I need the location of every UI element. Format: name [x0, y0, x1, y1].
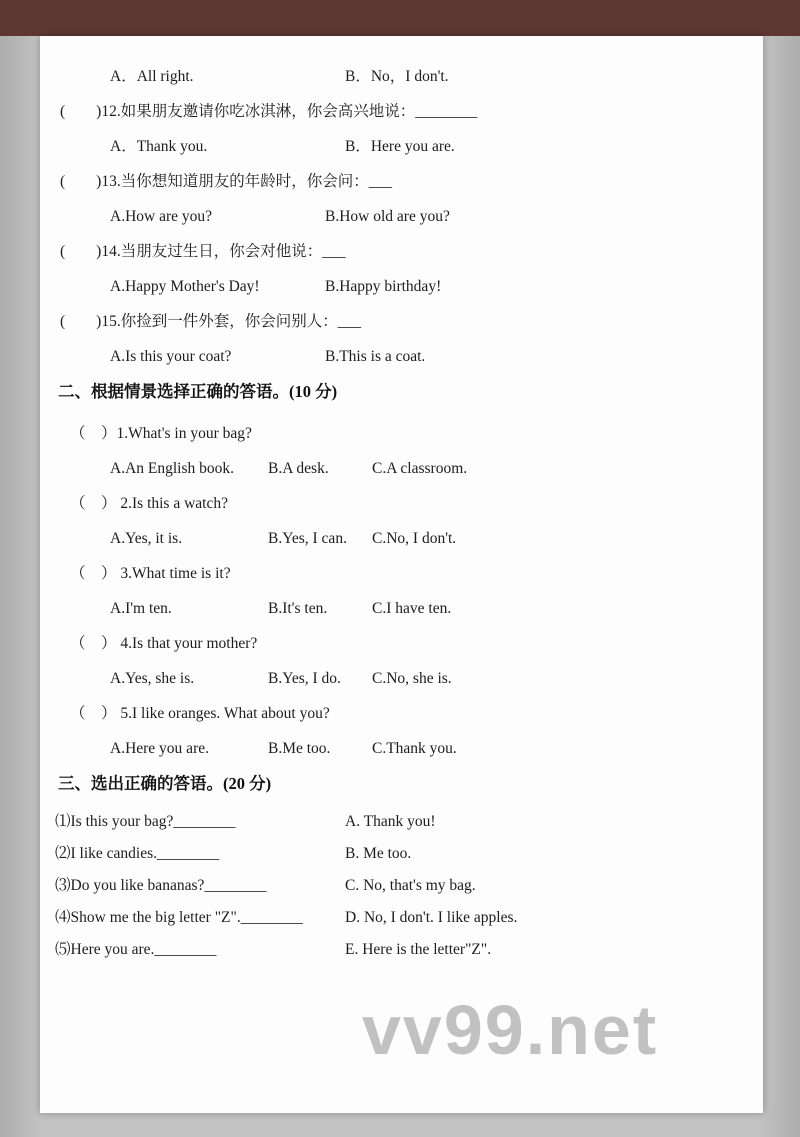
browser-top-bar — [0, 0, 800, 36]
option-b: B.This is a coat. — [325, 348, 426, 365]
matching-row-3 — [55, 875, 763, 897]
match-right: B. Me too. — [345, 845, 412, 862]
section2-question-2: （ ） 2.Is this a watch? — [70, 495, 228, 512]
question-11-options — [110, 66, 763, 88]
option-a: A.Yes, she is. — [110, 670, 195, 687]
option-b: B.Me too. — [268, 740, 331, 757]
option-b: B．Here you are. — [345, 138, 455, 155]
section2-question-1-options — [110, 458, 763, 480]
option-b: B.Yes, I can. — [268, 530, 347, 547]
option-c: C.I have ten. — [372, 600, 452, 617]
section2-question-4: （ ） 4.Is that your mother? — [70, 635, 258, 652]
option-a: A．Thank you. — [110, 138, 208, 155]
question-13-options — [110, 206, 763, 228]
option-a: A.Here you are. — [110, 740, 209, 757]
question-14-options — [110, 276, 763, 298]
match-left: ⑶Do you like bananas?________ — [55, 877, 267, 894]
option-a: A.How are you? — [110, 208, 213, 225]
matching-row-4 — [55, 907, 763, 929]
match-right: D. No, I don't. I like apples. — [345, 909, 518, 926]
question-15-options — [110, 346, 763, 368]
section2-question-2-options — [110, 528, 763, 550]
option-a: A.Is this your coat? — [110, 348, 232, 365]
option-b: B.Happy birthday! — [325, 278, 442, 295]
match-left: ⑷Show me the big letter "Z".________ — [55, 909, 303, 926]
match-right: A. Thank you! — [345, 813, 436, 830]
question-14: ( )14.当朋友过生日，你会对他说：___ — [60, 243, 346, 260]
match-right: E. Here is the letter"Z". — [345, 941, 492, 958]
option-a: A.Yes, it is. — [110, 530, 183, 547]
exam-document-page — [40, 36, 763, 1113]
matching-row-2 — [55, 843, 763, 865]
section-3-title: 三、选出正确的答语。(20 分) — [58, 774, 272, 793]
section2-question-3-options — [110, 598, 763, 620]
option-a: A.Happy Mother's Day! — [110, 278, 260, 295]
option-b: B.Yes, I do. — [268, 670, 341, 687]
option-c: C.Thank you. — [372, 740, 457, 757]
question-12-options — [110, 136, 763, 158]
option-a: A.An English book. — [110, 460, 234, 477]
match-left: ⑵I like candies.________ — [55, 845, 220, 862]
section2-question-1: （ ）1.What's in your bag? — [70, 425, 252, 442]
match-left: ⑸Here you are.________ — [55, 941, 217, 958]
option-a: A．All right. — [110, 68, 194, 85]
section2-question-5: （ ） 5.I like oranges. What about you? — [70, 705, 330, 722]
section2-question-5-options — [110, 738, 763, 760]
option-c: C.A classroom. — [372, 460, 468, 477]
option-b: B.How old are you? — [325, 208, 450, 225]
option-c: C.No, she is. — [372, 670, 452, 687]
option-c: C.No, I don't. — [372, 530, 457, 547]
section-2-title: 二、根据情景选择正确的答语。(10 分) — [58, 382, 338, 401]
match-right: C. No, that's my bag. — [345, 877, 476, 894]
option-b: B.It's ten. — [268, 600, 328, 617]
matching-row-5 — [55, 939, 763, 961]
question-13: ( )13.当你想知道朋友的年龄时，你会问：___ — [60, 173, 392, 190]
question-15: ( )15.你捡到一件外套，你会问别人：___ — [60, 313, 361, 330]
option-b: B．No，I don't. — [345, 68, 449, 85]
watermark-text: vv99.net — [362, 991, 659, 1069]
option-b: B.A desk. — [268, 460, 329, 477]
section2-question-4-options — [110, 668, 763, 690]
question-12: ( )12.如果朋友邀请你吃冰淇淋，你会高兴地说：________ — [60, 103, 478, 120]
matching-row-1 — [55, 811, 763, 833]
option-a: A.I'm ten. — [110, 600, 172, 617]
match-left: ⑴Is this your bag?________ — [55, 813, 236, 830]
section2-question-3: （ ） 3.What time is it? — [70, 565, 231, 582]
